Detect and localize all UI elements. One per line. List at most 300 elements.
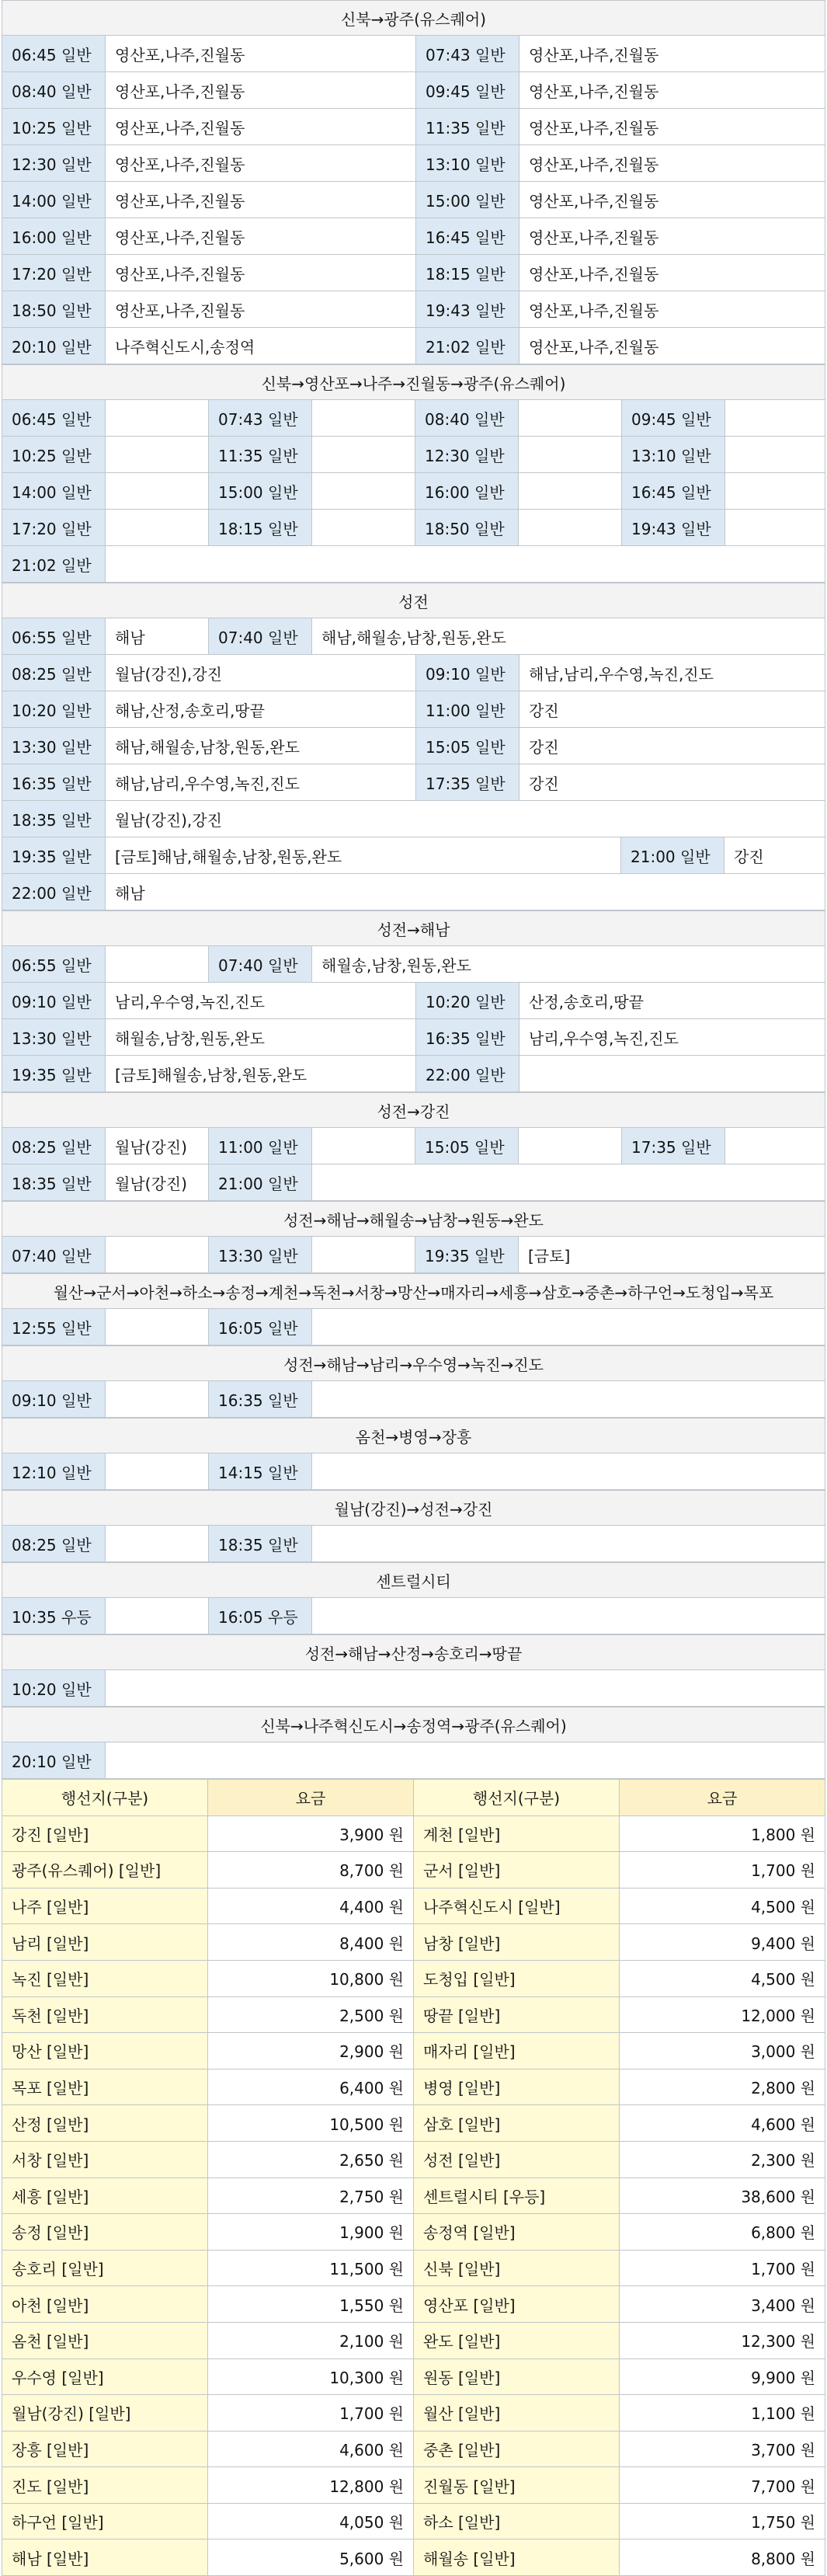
destination: 산정 [일반] <box>2 2105 208 2141</box>
departure-time: 06:45 일반 <box>2 400 106 436</box>
table-row <box>2 437 825 473</box>
fare-price: 10,300 원 <box>208 2359 414 2395</box>
route-stops: 월남(강진),강진 <box>106 655 416 691</box>
fare-row <box>2 1816 825 1853</box>
departure-time: 19:43 일반 <box>622 510 725 545</box>
fare-price: 38,600 원 <box>620 2178 825 2214</box>
departure-time: 21:00 일반 <box>621 837 724 873</box>
departure-time: 10:20 일반 <box>2 1670 106 1706</box>
route-stops <box>106 946 209 982</box>
route-stops: 해남 <box>106 618 209 654</box>
table-row <box>2 1381 825 1418</box>
route-stops: 영산포,나주,진월동 <box>529 118 659 138</box>
departure-time: 17:35 일반 <box>416 764 519 800</box>
departure-time: 09:10 일반 <box>2 1381 106 1417</box>
destination: 땅끝 [일반] <box>414 1997 620 2033</box>
empty-cell <box>106 1598 209 1634</box>
fare-price: 4,600 원 <box>620 2105 825 2141</box>
departure-time: 06:45 일반 <box>2 36 106 71</box>
route-title: 월남(강진)→성전→강진 <box>2 1491 825 1526</box>
table-row <box>2 1526 825 1562</box>
departure-time: 12:10 일반 <box>2 1453 106 1489</box>
route-title: 신북→나주혁신도시→송정역→광주(유스퀘어) <box>2 1707 825 1742</box>
table-row <box>2 218 825 255</box>
route-stops: 영산포,나주,진월동 <box>106 109 416 144</box>
departure-time: 19:35 일반 <box>2 837 106 873</box>
departure-time: 18:50 일반 <box>415 510 519 545</box>
departure-time: 07:43 일반 <box>416 36 519 71</box>
departure-time: 13:30 일반 <box>2 728 106 764</box>
route-stops: 강진 <box>529 737 559 757</box>
fare-row <box>2 2504 825 2540</box>
departure-time: 13:10 일반 <box>416 145 519 181</box>
route-stops: 영산포,나주,진월동 <box>106 182 416 218</box>
table-row <box>2 291 825 328</box>
departure-time: 08:25 일반 <box>2 1128 106 1164</box>
departure-time: 18:50 일반 <box>2 291 106 327</box>
departure-time: 12:30 일반 <box>415 437 519 472</box>
departure-time: 18:35 일반 <box>209 1526 312 1561</box>
fare-price: 12,800 원 <box>208 2467 414 2503</box>
departure-time: 08:40 일반 <box>415 400 519 436</box>
table-row <box>2 72 825 109</box>
departure-time: 11:35 일반 <box>209 437 312 472</box>
fare-price: 7,700 원 <box>620 2467 825 2503</box>
departure-time: 12:55 일반 <box>2 1309 106 1345</box>
empty-cell <box>312 437 415 472</box>
route-section <box>2 1707 825 1779</box>
destination: 하소 [일반] <box>414 2504 620 2539</box>
table-row <box>2 510 825 546</box>
departure-time: 16:35 일반 <box>209 1381 312 1417</box>
table-row <box>2 36 825 72</box>
route-stops: 영산포,나주,진월동 <box>529 155 659 174</box>
empty-cell <box>725 1128 825 1164</box>
destination: 군서 [일반] <box>414 1852 620 1888</box>
empty-cell <box>106 473 209 509</box>
departure-time: 18:15 일반 <box>209 510 312 545</box>
destination: 병영 [일반] <box>414 2070 620 2105</box>
departure-time: 06:55 일반 <box>2 618 106 654</box>
empty-cell <box>519 510 622 545</box>
route-title: 성전→강진 <box>2 1093 825 1128</box>
empty-cell <box>312 1381 825 1417</box>
empty-cell <box>312 1128 415 1164</box>
departure-time: 08:40 일반 <box>2 72 106 108</box>
fare-price: 6,800 원 <box>620 2214 825 2250</box>
destination: 월남(강진) [일반] <box>2 2395 208 2431</box>
table-row <box>2 874 825 910</box>
fare-price: 4,500 원 <box>620 1888 825 1924</box>
departure-time: 16:00 일반 <box>2 218 106 254</box>
route-stops: 영산포,나주,진월동 <box>106 218 416 254</box>
empty-cell <box>725 437 825 472</box>
destination: 목포 [일반] <box>2 2070 208 2105</box>
fare-price: 12,300 원 <box>620 2323 825 2358</box>
route-title: 성전→해남 <box>2 911 825 946</box>
departure-time: 17:20 일반 <box>2 255 106 291</box>
route-stops: 월남(강진),강진 <box>115 810 222 830</box>
route-stops: 남리,우수영,녹진,진도 <box>529 1029 679 1048</box>
destination: 아천 [일반] <box>2 2286 208 2322</box>
route-title: 센트럴시티 <box>2 1563 825 1598</box>
fare-price: 5,600 원 <box>208 2539 414 2575</box>
departure-time: 09:45 일반 <box>416 72 519 108</box>
fare-price: 3,400 원 <box>620 2286 825 2322</box>
fare-price: 2,750 원 <box>208 2178 414 2214</box>
departure-time: 06:55 일반 <box>2 946 106 982</box>
table-row <box>2 109 825 145</box>
route-section <box>2 0 825 364</box>
empty-cell <box>725 473 825 509</box>
destination: 원동 [일반] <box>414 2359 620 2395</box>
destination: 계천 [일반] <box>414 1816 620 1852</box>
departure-time: 09:10 일반 <box>2 983 106 1018</box>
empty-cell <box>106 1453 209 1489</box>
fare-row <box>2 2033 825 2070</box>
route-stops: [금토] <box>528 1246 571 1265</box>
fare-price: 4,050 원 <box>208 2504 414 2539</box>
fare-row <box>2 2178 825 2215</box>
route-stops: 해남,해월송,남창,원동,완도 <box>106 728 416 764</box>
departure-time: 10:20 일반 <box>2 691 106 727</box>
departure-time: 11:00 일반 <box>416 691 519 727</box>
fare-price: 3,700 원 <box>620 2432 825 2467</box>
route-stops: 영산포,나주,진월동 <box>106 145 416 181</box>
fare-row <box>2 2142 825 2178</box>
destination: 송정 [일반] <box>2 2214 208 2250</box>
destination: 망산 [일반] <box>2 2033 208 2069</box>
route-section <box>2 1562 825 1634</box>
fare-row <box>2 1852 825 1888</box>
empty-cell <box>312 1526 825 1561</box>
fare-row <box>2 1924 825 1961</box>
empty-cell <box>312 1309 825 1345</box>
destination: 녹진 [일반] <box>2 1961 208 1996</box>
fare-price: 4,400 원 <box>208 1888 414 1924</box>
route-stops: 해남 <box>115 883 145 903</box>
fare-price: 2,900 원 <box>208 2033 414 2069</box>
fare-row <box>2 1997 825 2034</box>
destination: 성전 [일반] <box>414 2142 620 2177</box>
empty-cell <box>106 1742 825 1778</box>
route-stops: 남리,우수영,녹진,진도 <box>106 983 416 1018</box>
destination: 해월송 [일반] <box>414 2539 620 2575</box>
destination: 세흥 [일반] <box>2 2178 208 2214</box>
departure-time: 14:15 일반 <box>209 1453 312 1489</box>
route-stops: 월남(강진) <box>106 1164 209 1200</box>
route-title: 성전→해남→남리→우수영→녹진→진도 <box>2 1346 825 1381</box>
destination: 옴천 [일반] <box>2 2323 208 2358</box>
fare-price: 10,800 원 <box>208 1961 414 1996</box>
route-stops: 해남,해월송,남창,원동,완도 <box>321 628 506 647</box>
route-stops: 영산포,나주,진월동 <box>529 228 659 247</box>
fare-row <box>2 2395 825 2432</box>
route-stops: 산정,송호리,땅끝 <box>529 992 644 1011</box>
empty-cell <box>106 1526 209 1561</box>
table-row <box>2 1237 825 1273</box>
departure-time: 19:43 일반 <box>416 291 519 327</box>
route-stops: 영산포,나주,진월동 <box>529 264 659 284</box>
departure-time: 16:45 일반 <box>622 473 725 509</box>
route-title: 성전 <box>2 583 825 618</box>
route-title: 신북→영산포→나주→진월동→광주(유스퀘어) <box>2 365 825 400</box>
route-stops: 영산포,나주,진월동 <box>529 337 659 357</box>
departure-time: 11:00 일반 <box>209 1128 312 1164</box>
empty-cell <box>312 1237 415 1272</box>
route-stops: 해남,남리,우수영,녹진,진도 <box>529 664 714 684</box>
table-row <box>2 946 825 983</box>
destination: 해남 [일반] <box>2 2539 208 2575</box>
departure-time: 16:35 일반 <box>416 1019 519 1055</box>
empty-cell <box>106 1309 209 1345</box>
table-row <box>2 983 825 1019</box>
departure-time: 18:15 일반 <box>416 255 519 291</box>
table-row <box>2 1742 825 1779</box>
route-section <box>2 1273 825 1345</box>
table-row <box>2 1453 825 1490</box>
departure-time: 09:10 일반 <box>416 655 519 691</box>
route-stops: 영산포,나주,진월동 <box>106 255 416 291</box>
destination: 서창 [일반] <box>2 2142 208 2177</box>
destination: 송정역 [일반] <box>414 2214 620 2250</box>
route-stops: 영산포,나주,진월동 <box>529 301 659 320</box>
destination: 진도 [일반] <box>2 2467 208 2503</box>
route-title: 신북→광주(유스퀘어) <box>2 1 825 36</box>
empty-cell <box>519 400 622 436</box>
empty-cell <box>312 1598 825 1634</box>
route-stops: 강진 <box>734 847 764 866</box>
departure-time: 22:00 일반 <box>2 874 106 910</box>
table-row <box>2 546 825 583</box>
fare-price: 1,700 원 <box>620 1852 825 1888</box>
empty-cell <box>312 1164 825 1200</box>
empty-cell <box>106 1670 825 1706</box>
departure-time: 19:35 일반 <box>2 1056 106 1091</box>
destination: 월산 [일반] <box>414 2395 620 2431</box>
fare-row <box>2 2214 825 2251</box>
departure-time: 15:05 일반 <box>416 728 519 764</box>
fare-price: 1,900 원 <box>208 2214 414 2250</box>
fare-price: 6,400 원 <box>208 2070 414 2105</box>
departure-time: 09:45 일반 <box>622 400 725 436</box>
departure-time: 07:40 일반 <box>209 618 312 654</box>
route-section <box>2 583 825 910</box>
departure-time: 16:45 일반 <box>416 218 519 254</box>
departure-time: 20:10 일반 <box>2 328 106 364</box>
route-section <box>2 1634 825 1707</box>
route-stops: 해월송,남창,원동,완도 <box>106 1019 416 1055</box>
table-row <box>2 618 825 655</box>
column-header: 요금 <box>620 1780 825 1815</box>
route-section <box>2 1092 825 1201</box>
table-row <box>2 255 825 291</box>
fare-price: 12,000 원 <box>620 1997 825 2033</box>
destination: 삼호 [일반] <box>414 2105 620 2141</box>
destination: 광주(유스퀘어) [일반] <box>2 1852 208 1888</box>
departure-time: 19:35 일반 <box>415 1237 519 1272</box>
route-section <box>2 1201 825 1273</box>
fare-price: 1,700 원 <box>620 2251 825 2286</box>
fare-price: 1,100 원 <box>620 2395 825 2431</box>
empty-cell <box>725 400 825 436</box>
destination: 강진 [일반] <box>2 1816 208 1852</box>
fare-price: 10,500 원 <box>208 2105 414 2141</box>
table-row <box>2 764 825 801</box>
route-stops: 영산포,나주,진월동 <box>106 291 416 327</box>
table-row <box>2 182 825 218</box>
fare-price: 4,600 원 <box>208 2432 414 2467</box>
route-stops: [금토]해남,해월송,남창,원동,완도 <box>106 837 621 873</box>
route-stops: 해남,산정,송호리,땅끝 <box>106 691 416 727</box>
table-row <box>2 473 825 510</box>
destination: 센트럴시티 [우등] <box>414 2178 620 2214</box>
destination: 남창 [일반] <box>414 1924 620 1960</box>
route-title: 성전→해남→산정→송호리→땅끝 <box>2 1635 825 1670</box>
table-row <box>2 837 825 874</box>
departure-time: 10:25 일반 <box>2 109 106 144</box>
table-row <box>2 655 825 691</box>
table-row <box>2 728 825 764</box>
route-stops: 영산포,나주,진월동 <box>529 82 659 101</box>
table-row <box>2 1164 825 1201</box>
table-row <box>2 691 825 728</box>
table-row <box>2 801 825 837</box>
departure-time: 10:35 우등 <box>2 1598 106 1634</box>
empty-cell <box>106 1381 209 1417</box>
route-stops: 월남(강진) <box>106 1128 209 1164</box>
destination: 영산포 [일반] <box>414 2286 620 2322</box>
fare-price: 1,750 원 <box>620 2504 825 2539</box>
empty-cell <box>312 473 415 509</box>
departure-time: 22:00 일반 <box>416 1056 519 1091</box>
table-row <box>2 1309 825 1345</box>
fare-table <box>2 1779 825 2576</box>
destination: 나주 [일반] <box>2 1888 208 1924</box>
empty-cell <box>106 510 209 545</box>
route-stops: 강진 <box>529 774 559 793</box>
route-stops: 영산포,나주,진월동 <box>529 45 659 64</box>
fare-price: 2,100 원 <box>208 2323 414 2358</box>
departure-time: 07:43 일반 <box>209 400 312 436</box>
departure-time: 21:02 일반 <box>416 328 519 364</box>
fare-row <box>2 2467 825 2504</box>
destination: 독천 [일반] <box>2 1997 208 2033</box>
departure-time: 13:30 일반 <box>2 1019 106 1055</box>
table-row <box>2 1128 825 1164</box>
empty-cell <box>106 546 825 582</box>
departure-time: 12:30 일반 <box>2 145 106 181</box>
fare-row <box>2 1961 825 1997</box>
departure-time: 21:02 일반 <box>2 546 106 582</box>
fare-price: 1,800 원 <box>620 1816 825 1852</box>
route-stops: 해남,남리,우수영,녹진,진도 <box>106 764 416 800</box>
route-section <box>2 1490 825 1562</box>
departure-time: 15:00 일반 <box>416 182 519 218</box>
fare-price: 8,400 원 <box>208 1924 414 1960</box>
destination: 우수영 [일반] <box>2 2359 208 2395</box>
fare-price: 2,800 원 <box>620 2070 825 2105</box>
fare-row <box>2 2251 825 2287</box>
departure-time: 13:10 일반 <box>622 437 725 472</box>
empty-cell <box>519 473 622 509</box>
departure-time: 15:05 일반 <box>415 1128 519 1164</box>
fare-price: 2,500 원 <box>208 1997 414 2033</box>
fare-row <box>2 2070 825 2106</box>
destination: 나주혁신도시 [일반] <box>414 1888 620 1924</box>
departure-time: 16:05 일반 <box>209 1309 312 1345</box>
fare-price: 1,700 원 <box>208 2395 414 2431</box>
route-stops: 영산포,나주,진월동 <box>106 36 416 71</box>
route-stops: 영산포,나주,진월동 <box>529 191 659 211</box>
destination: 도청입 [일반] <box>414 1961 620 1996</box>
destination: 완도 [일반] <box>414 2323 620 2358</box>
fare-price: 2,650 원 <box>208 2142 414 2177</box>
fare-price: 9,900 원 <box>620 2359 825 2395</box>
route-title: 성전→해남→해월송→남창→원동→완도 <box>2 1202 825 1237</box>
route-stops <box>519 1056 825 1091</box>
empty-cell <box>106 437 209 472</box>
route-stops: 해월송,남창,원동,완도 <box>321 956 471 975</box>
destination: 하구언 [일반] <box>2 2504 208 2539</box>
route-section <box>2 910 825 1092</box>
route-stops: 강진 <box>529 701 559 720</box>
departure-time: 11:35 일반 <box>416 109 519 144</box>
column-header: 행선지(구분) <box>414 1780 620 1815</box>
column-header: 요금 <box>208 1780 414 1815</box>
column-header: 행선지(구분) <box>2 1780 208 1815</box>
fare-price: 9,400 원 <box>620 1924 825 1960</box>
fare-price: 8,800 원 <box>620 2539 825 2575</box>
fare-row <box>2 2105 825 2142</box>
empty-cell <box>106 1237 209 1272</box>
departure-time: 18:35 일반 <box>2 1164 106 1200</box>
fare-row <box>2 2432 825 2468</box>
fare-row <box>2 1888 825 1925</box>
departure-time: 16:00 일반 <box>415 473 519 509</box>
departure-time: 20:10 일반 <box>2 1742 106 1778</box>
departure-time: 10:25 일반 <box>2 437 106 472</box>
route-section <box>2 1418 825 1490</box>
route-stops: 영산포,나주,진월동 <box>106 72 416 108</box>
departure-time: 07:40 일반 <box>2 1237 106 1272</box>
departure-time: 16:35 일반 <box>2 764 106 800</box>
fare-price: 8,700 원 <box>208 1852 414 1888</box>
departure-time: 08:25 일반 <box>2 1526 106 1561</box>
empty-cell <box>106 400 209 436</box>
fare-price: 1,550 원 <box>208 2286 414 2322</box>
destination: 진월동 [일반] <box>414 2467 620 2503</box>
empty-cell <box>312 400 415 436</box>
route-title: 옴천→병영→장흥 <box>2 1419 825 1453</box>
table-row <box>2 1598 825 1634</box>
fare-row <box>2 2359 825 2396</box>
destination: 신북 [일반] <box>414 2251 620 2286</box>
departure-time: 18:35 일반 <box>2 801 106 837</box>
destination: 장흥 [일반] <box>2 2432 208 2467</box>
empty-cell <box>312 1453 825 1489</box>
departure-time: 15:00 일반 <box>209 473 312 509</box>
departure-time: 16:05 우등 <box>209 1598 312 1634</box>
fare-header-row <box>2 1780 825 1816</box>
departure-time: 14:00 일반 <box>2 473 106 509</box>
fare-price: 4,500 원 <box>620 1961 825 1996</box>
departure-time: 07:40 일반 <box>209 946 312 982</box>
departure-time: 21:00 일반 <box>209 1164 312 1200</box>
route-stops: [금토]해월송,남창,원동,완도 <box>106 1056 416 1091</box>
table-row <box>2 145 825 182</box>
route-section <box>2 1345 825 1418</box>
